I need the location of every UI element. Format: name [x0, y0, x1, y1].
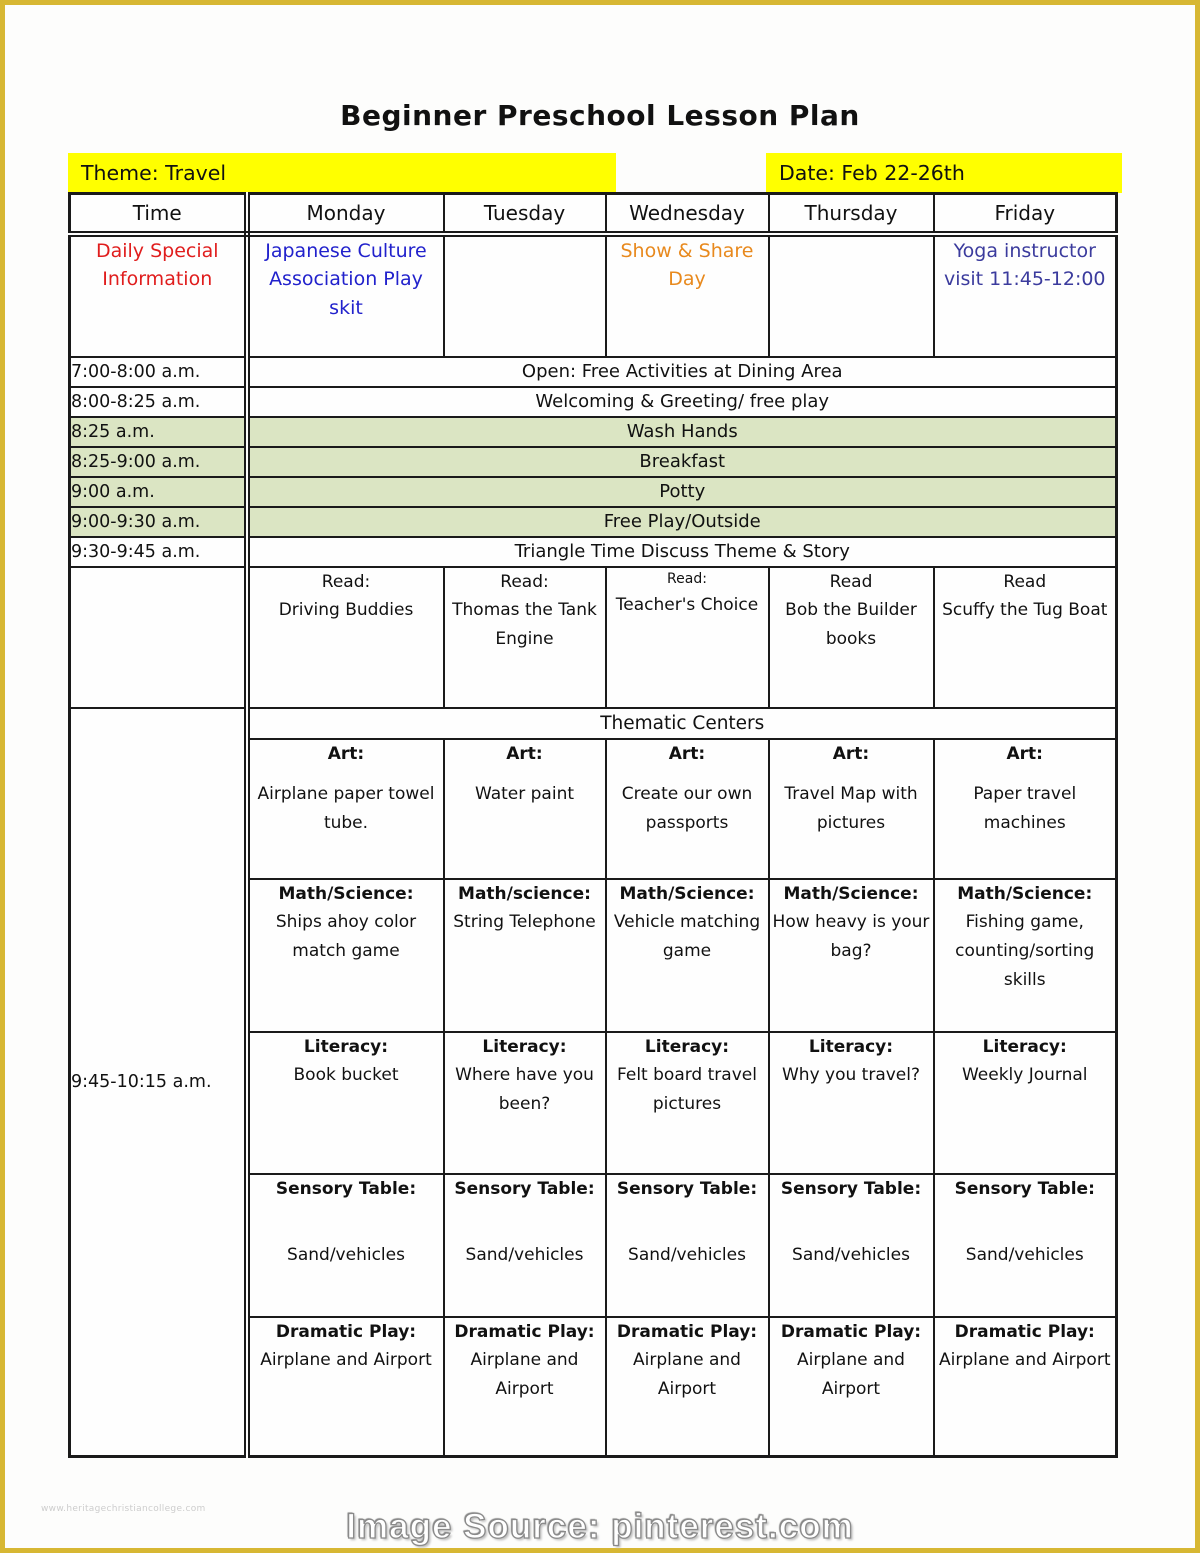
dramatic-cell-wednesday	[606, 1317, 769, 1457]
image-source-caption: Image Source: pinterest.com	[346, 1507, 854, 1546]
center-label: Dramatic Play:	[616, 1321, 758, 1342]
watermark: www.heritagechristiancollege.com	[41, 1504, 206, 1514]
center-label: Literacy:	[482, 1036, 567, 1057]
special-cell-thursday	[769, 234, 934, 357]
art-cell-tuesday	[444, 739, 606, 879]
schedule-row	[70, 357, 1117, 387]
schedule-row	[70, 507, 1117, 537]
col-header-monday: Monday	[247, 194, 444, 234]
center-label: Literacy:	[644, 1036, 730, 1057]
read-title: Driving Buddies	[278, 600, 414, 621]
time-label: 9:00 a.m.	[70, 477, 247, 507]
center-text: Why you travel?	[781, 1065, 921, 1086]
center-text: Travel Map with pictures	[784, 784, 918, 834]
art-cell-friday	[934, 739, 1117, 879]
daily-special-row	[70, 234, 1117, 357]
read-title: Bob the Builder books	[785, 600, 917, 650]
math-cell-friday	[934, 879, 1117, 1032]
daily-special-label: Daily Special Information	[70, 234, 247, 357]
col-header-wednesday: Wednesday	[606, 194, 769, 234]
center-label: Dramatic Play:	[275, 1321, 417, 1342]
center-text: How heavy is your bag?	[772, 912, 930, 962]
col-header-time: Time	[70, 194, 247, 234]
read-title: Teacher's Choice	[615, 595, 759, 616]
read-label: Read	[829, 571, 873, 592]
center-label: Sensory Table:	[454, 1178, 595, 1199]
center-text: Where have you been?	[455, 1065, 594, 1115]
special-cell-friday: Yoga instructor visit 11:45-12:00	[934, 234, 1117, 357]
literacy-cell-tuesday	[444, 1032, 606, 1174]
center-text: Sand/vehicles	[792, 1245, 910, 1266]
read-title: Scuffy the Tug Boat	[942, 600, 1108, 621]
center-text: Felt board travel pictures	[617, 1065, 757, 1115]
center-text: Sand/vehicles	[628, 1245, 746, 1266]
special-cell-tuesday	[444, 234, 606, 357]
center-label: Literacy:	[982, 1036, 1067, 1057]
center-text: Airplane and Airport	[939, 1350, 1111, 1371]
center-text: String Telephone	[453, 912, 596, 933]
read-cell-friday	[934, 567, 1117, 708]
math-cell-monday	[247, 879, 444, 1032]
special-cell-wednesday: Show & Share Day	[606, 234, 769, 357]
theme-bar: Theme: Travel	[68, 153, 616, 193]
dramatic-cell-monday	[247, 1317, 444, 1457]
time-label: 8:25 a.m.	[70, 417, 247, 447]
center-text: Airplane and Airport	[470, 1350, 579, 1400]
col-header-tuesday: Tuesday	[444, 194, 606, 234]
date-bar: Date: Feb 22-26th	[766, 153, 1122, 193]
center-label: Art:	[506, 743, 543, 764]
read-row	[70, 567, 1117, 708]
schedule-row	[70, 417, 1117, 447]
sensory-cell-monday	[247, 1174, 444, 1317]
center-label: Dramatic Play:	[780, 1321, 922, 1342]
center-text: Vehicle matching game	[613, 912, 761, 962]
center-label: Math/Science:	[783, 883, 919, 904]
read-cell-monday	[247, 567, 444, 708]
special-cell-monday: Japanese Culture Association Play skit	[247, 234, 444, 357]
activity-cell: Welcoming & Greeting/ free play	[247, 387, 1117, 417]
read-label: Read:	[500, 571, 549, 592]
center-label: Sensory Table:	[780, 1178, 922, 1199]
center-text: Airplane and Airport	[797, 1350, 905, 1400]
sensory-cell-thursday	[769, 1174, 934, 1317]
activity-cell: Open: Free Activities at Dining Area	[247, 357, 1117, 387]
center-label: Math/Science:	[957, 883, 1093, 904]
time-label: 8:25-9:00 a.m.	[70, 447, 247, 477]
time-label: 8:00-8:25 a.m.	[70, 387, 247, 417]
art-cell-wednesday	[606, 739, 769, 879]
page-title: Beginner Preschool Lesson Plan	[340, 99, 860, 132]
sensory-cell-friday	[934, 1174, 1117, 1317]
math-cell-tuesday	[444, 879, 606, 1032]
center-label: Dramatic Play:	[454, 1321, 595, 1342]
lesson-plan-table	[68, 192, 1118, 1458]
center-text: Airplane and Airport	[260, 1350, 432, 1371]
center-text: Airplane paper towel tube.	[257, 784, 435, 834]
col-header-thursday: Thursday	[769, 194, 934, 234]
header-row	[70, 194, 1117, 234]
center-label: Art:	[327, 743, 365, 764]
center-label: Sensory Table:	[954, 1178, 1095, 1199]
art-cell-monday	[247, 739, 444, 879]
dramatic-cell-tuesday	[444, 1317, 606, 1457]
center-text: Create our own passports	[621, 784, 753, 834]
schedule-row	[70, 477, 1117, 507]
math-cell-thursday	[769, 879, 934, 1032]
read-label: Read:	[321, 571, 371, 592]
time-label-thematic: 9:45-10:15 a.m.	[70, 708, 247, 1457]
schedule-row	[70, 537, 1117, 567]
center-label: Math/Science:	[278, 883, 414, 904]
literacy-cell-wednesday	[606, 1032, 769, 1174]
center-text: Water paint	[474, 784, 575, 805]
read-label: Read:	[667, 570, 707, 587]
center-text: Book bucket	[293, 1065, 399, 1086]
center-text: Sand/vehicles	[287, 1245, 405, 1266]
center-text: Sand/vehicles	[465, 1245, 584, 1266]
center-label: Literacy:	[303, 1036, 389, 1057]
center-label: Math/Science:	[619, 883, 755, 904]
center-text: Weekly Journal	[961, 1065, 1088, 1086]
literacy-cell-thursday	[769, 1032, 934, 1174]
read-cell-tuesday	[444, 567, 606, 708]
center-text: Sand/vehicles	[965, 1245, 1084, 1266]
time-label-empty	[70, 567, 247, 708]
center-label: Art:	[668, 743, 706, 764]
literacy-cell-monday	[247, 1032, 444, 1174]
activity-cell: Triangle Time Discuss Theme & Story	[247, 537, 1117, 567]
center-label: Math/science:	[458, 883, 591, 904]
center-label: Sensory Table:	[275, 1178, 417, 1199]
center-label: Sensory Table:	[616, 1178, 758, 1199]
center-text: Fishing game, counting/sorting skills	[955, 912, 1095, 991]
thematic-header-row	[70, 708, 1117, 739]
time-label: 9:30-9:45 a.m.	[70, 537, 247, 567]
time-label: 7:00-8:00 a.m.	[70, 357, 247, 387]
read-cell-wednesday	[606, 567, 769, 708]
center-text: Ships ahoy color match game	[275, 912, 417, 962]
center-label: Dramatic Play:	[954, 1321, 1095, 1342]
read-cell-thursday	[769, 567, 934, 708]
dramatic-cell-friday	[934, 1317, 1117, 1457]
schedule-row	[70, 387, 1117, 417]
sensory-cell-wednesday	[606, 1174, 769, 1317]
math-cell-wednesday	[606, 879, 769, 1032]
center-text: Paper travel machines	[973, 784, 1077, 834]
art-cell-thursday	[769, 739, 934, 879]
literacy-cell-friday	[934, 1032, 1117, 1174]
sensory-cell-tuesday	[444, 1174, 606, 1317]
activity-cell: Wash Hands	[247, 417, 1117, 447]
read-label: Read	[1003, 571, 1047, 592]
activity-cell: Breakfast	[247, 447, 1117, 477]
center-label: Art:	[1006, 743, 1043, 764]
center-text: Airplane and Airport	[633, 1350, 741, 1400]
thematic-header-cell: Thematic Centers	[247, 708, 1117, 739]
time-label: 9:00-9:30 a.m.	[70, 507, 247, 537]
center-label: Literacy:	[808, 1036, 894, 1057]
read-title: Thomas the Tank Engine	[452, 600, 597, 650]
dramatic-cell-thursday	[769, 1317, 934, 1457]
activity-cell: Free Play/Outside	[247, 507, 1117, 537]
col-header-friday: Friday	[934, 194, 1117, 234]
schedule-row	[70, 447, 1117, 477]
activity-cell: Potty	[247, 477, 1117, 507]
center-label: Art:	[832, 743, 870, 764]
